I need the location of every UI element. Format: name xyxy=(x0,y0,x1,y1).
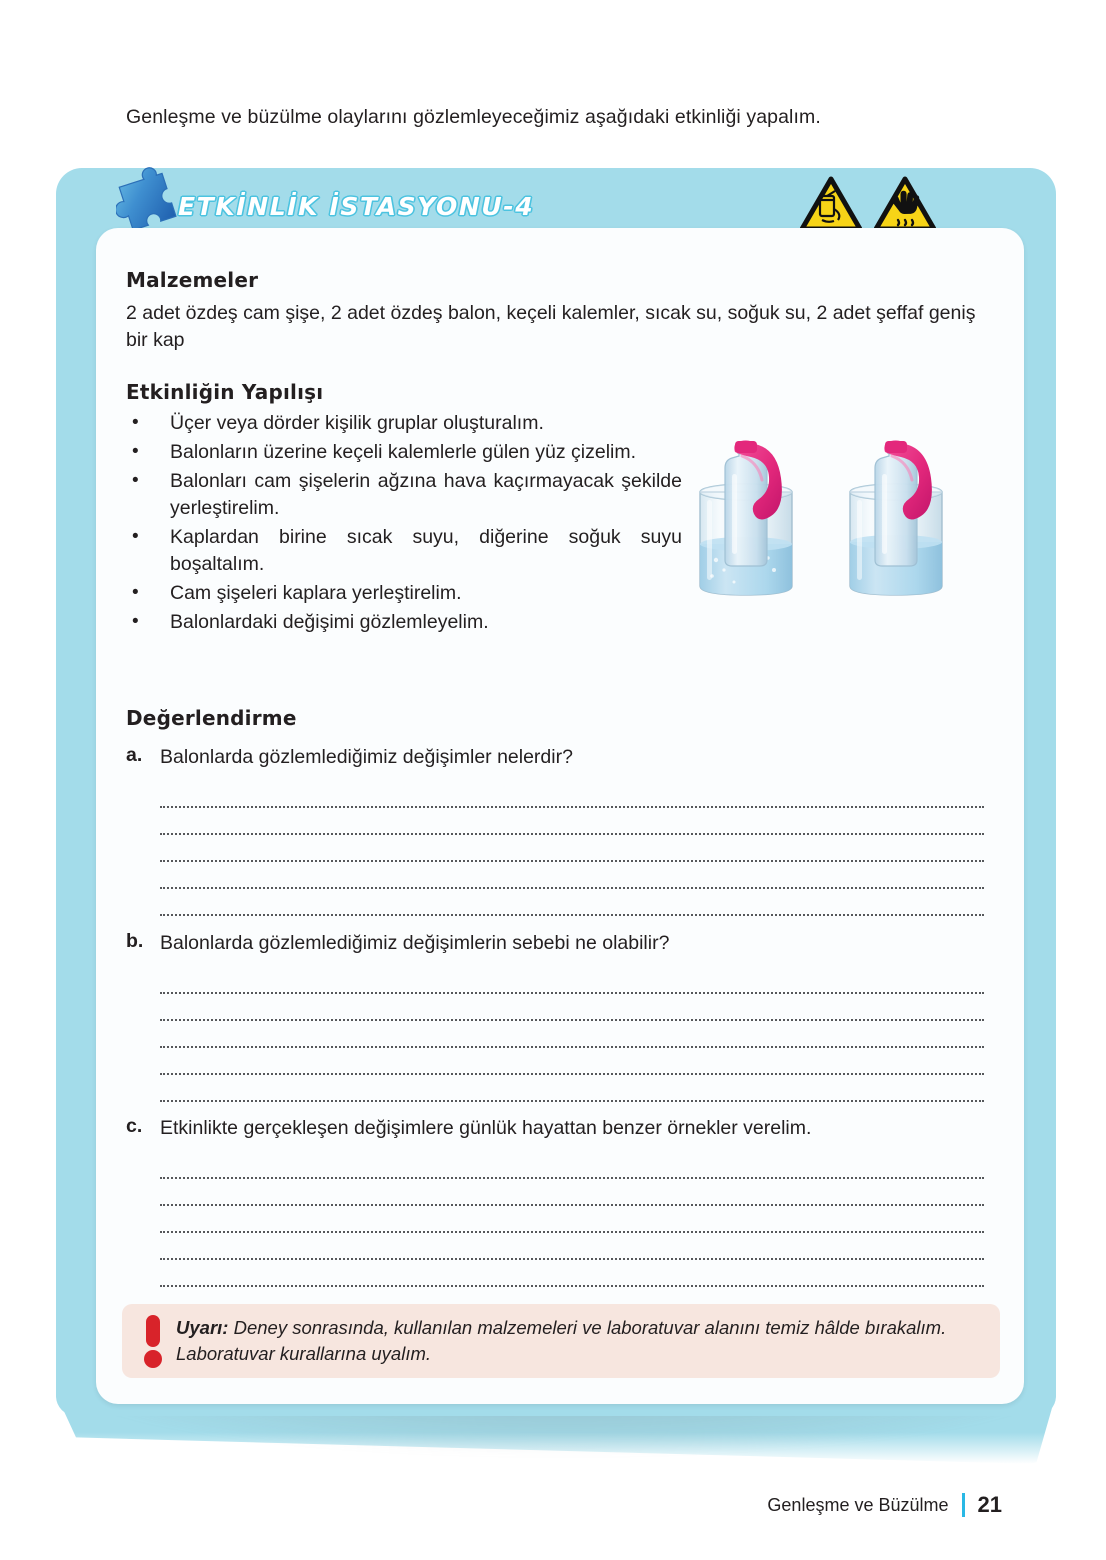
list-item: • Balonları cam şişelerin ağzına hava kaçırmayacak şekilde yerleştirelim. xyxy=(126,468,682,522)
question-block-b xyxy=(126,930,984,1102)
answer-line[interactable] xyxy=(160,1075,984,1102)
answer-line[interactable] xyxy=(160,967,984,994)
question-text: Balonlarda gözlemlediğimiz değişimlerin sebebi ne olabilir? xyxy=(160,932,670,954)
list-item: • Cam şişeleri kaplara yerleştirelim. xyxy=(126,580,682,607)
answer-line[interactable] xyxy=(160,835,984,862)
exclamation-mark-icon xyxy=(140,1313,166,1369)
answer-line[interactable] xyxy=(160,862,984,889)
answer-lines[interactable] xyxy=(126,1152,984,1287)
answer-line[interactable] xyxy=(160,1152,984,1179)
question-block-c xyxy=(126,1115,984,1287)
evaluation-heading: Değerlendirme xyxy=(126,706,297,730)
footer-divider xyxy=(962,1493,965,1517)
safety-warning-text xyxy=(176,1315,986,1367)
question-text: Balonlarda gözlemlediğimiz değişimler nelerdir? xyxy=(160,746,573,768)
answer-line[interactable] xyxy=(160,1206,984,1233)
answer-line[interactable] xyxy=(160,781,984,808)
list-item: • Kaplardan birine sıcak suyu, diğerine soğuk suyu boşaltalım. xyxy=(126,524,682,578)
question-text: Etkinlikte gerçekleşen değişimlere günlük hayattan benzer örnekler verelim. xyxy=(160,1117,812,1139)
answer-line[interactable] xyxy=(160,1260,984,1287)
answer-lines[interactable] xyxy=(126,967,984,1102)
answer-line[interactable] xyxy=(160,1021,984,1048)
page-footer xyxy=(767,1492,1002,1518)
question-letter: b. xyxy=(126,930,144,952)
list-item: • Balonların üzerine keçeli kalemlerle gülen yüz çizelim. xyxy=(126,439,682,466)
page-number: 21 xyxy=(977,1492,1002,1517)
list-item: • Üçer veya dörder kişilik gruplar oluşturalım. xyxy=(126,410,682,437)
answer-line[interactable] xyxy=(160,1179,984,1206)
answer-line[interactable] xyxy=(160,994,984,1021)
procedure-step-list xyxy=(126,410,682,638)
question-letter: a. xyxy=(126,744,143,766)
answer-line[interactable] xyxy=(160,889,984,916)
hot-surface-hand-hazard-icon xyxy=(874,176,936,232)
answer-lines[interactable] xyxy=(126,781,984,916)
procedure-heading: Etkinliğin Yapılışı xyxy=(126,380,324,404)
safety-warning-label: Uyarı: xyxy=(176,1317,229,1338)
bottles-with-balloons-in-beakers-illustration xyxy=(694,424,994,636)
safety-warning-box xyxy=(122,1304,1000,1378)
card-title: ETKİNLİK İSTASYONU-4 xyxy=(178,192,535,221)
answer-line[interactable] xyxy=(160,1233,984,1260)
materials-heading: Malzemeler xyxy=(126,268,259,292)
question-block-a xyxy=(126,744,984,916)
materials-text: 2 adet özdeş cam şişe, 2 adet özdeş balon, keçeli kalemler, sıcak su, soğuk su, 2 adet şeffaf geniş bir kap xyxy=(126,302,976,351)
list-item: • Balonlardaki değişimi gözlemleyelim. xyxy=(126,609,682,636)
safety-warning-body: Deney sonrasında, kullanılan malzemeleri ve laboratuvar alanını temiz hâlde bırakalım. Laboratuvar kurallarına uyalım. xyxy=(176,1317,947,1364)
intro-paragraph: Genleşme ve büzülme olaylarını gözlemleyeceğimiz aşağıdaki etkinliği yapalım. xyxy=(126,106,821,128)
hazard-icon-group xyxy=(800,176,940,232)
breakable-glassware-hazard-icon xyxy=(800,176,862,232)
question-letter: c. xyxy=(126,1115,143,1137)
answer-line[interactable] xyxy=(160,1048,984,1075)
answer-line[interactable] xyxy=(160,808,984,835)
footer-chapter-title: Genleşme ve Büzülme xyxy=(767,1494,949,1515)
